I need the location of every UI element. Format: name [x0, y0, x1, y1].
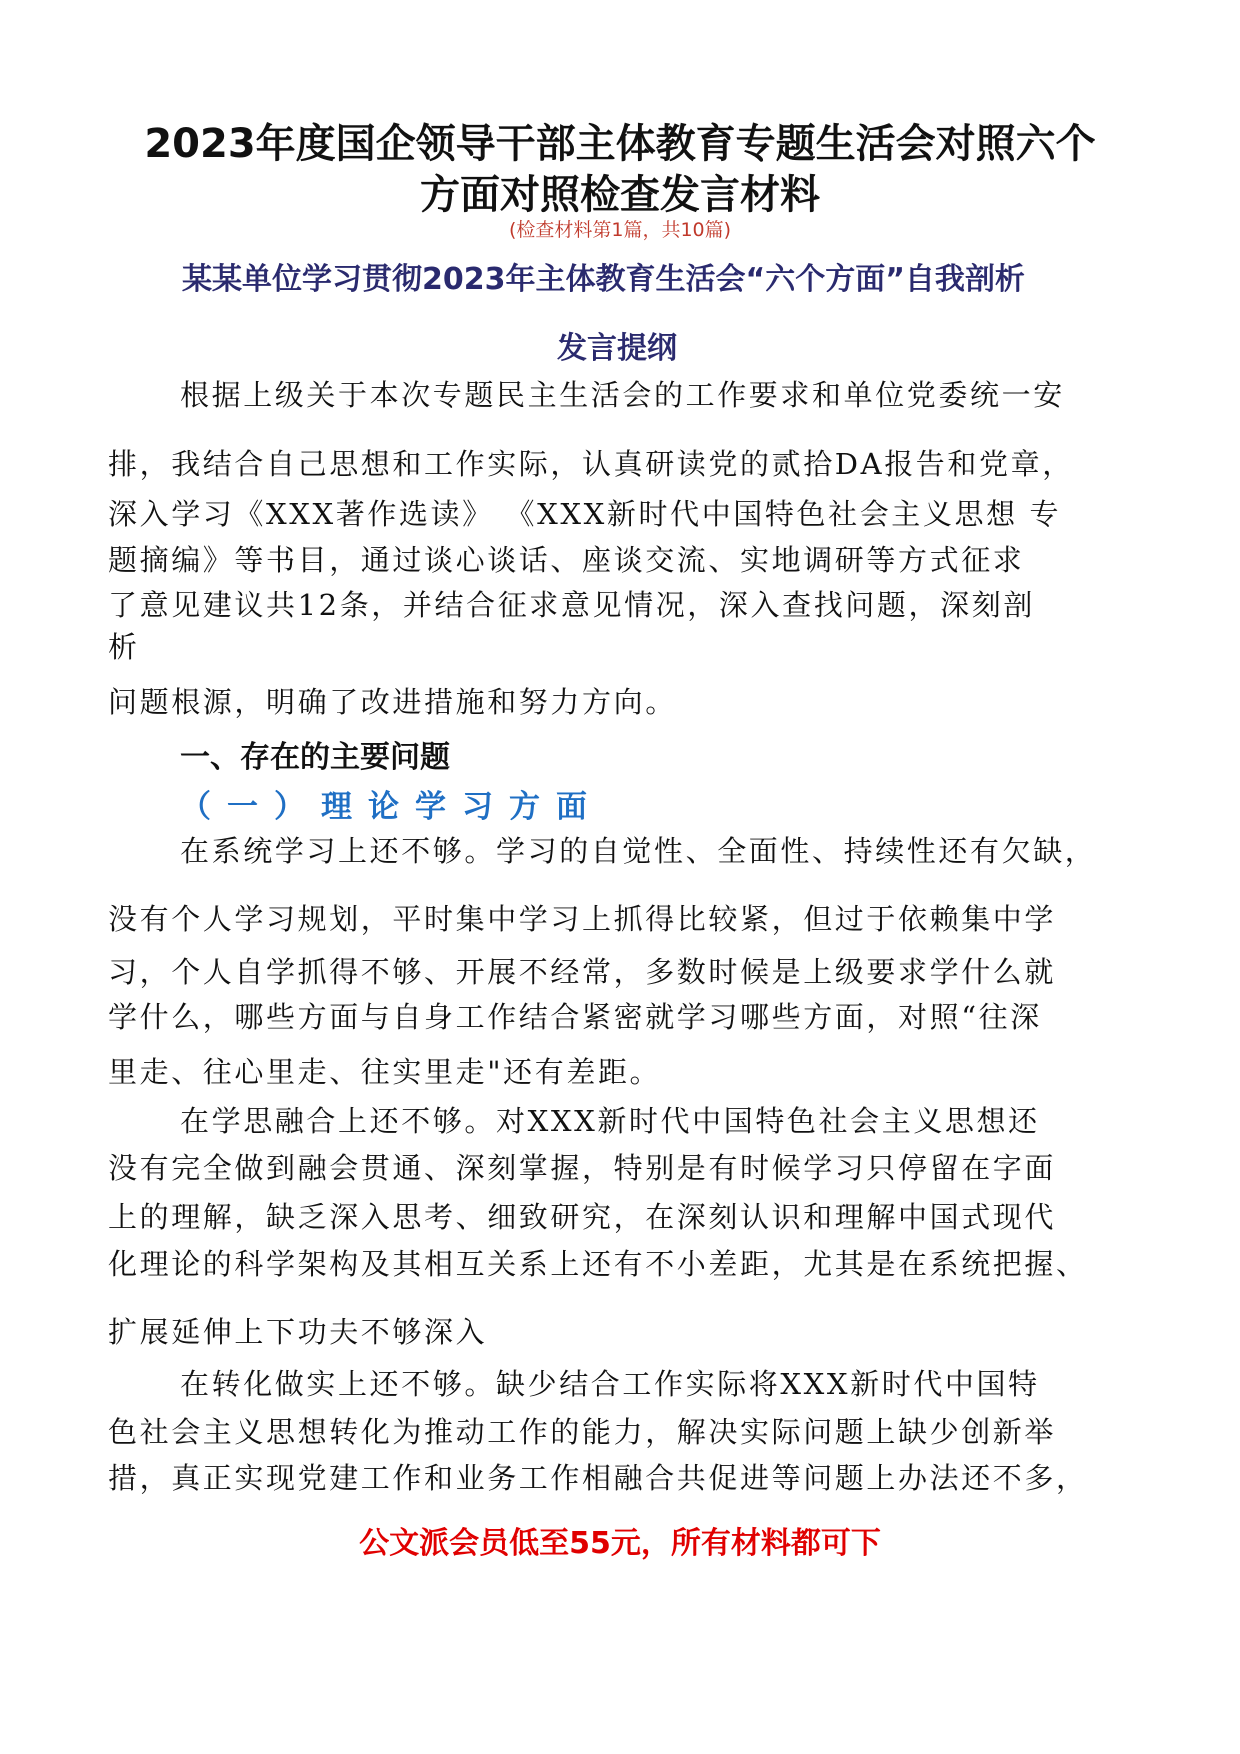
intro-line: 了意见建议共12条，并结合征求意见情况，深入查找问题，深刻剖	[108, 588, 1035, 622]
intro-line: 题摘编》等书目，通过谈心谈话、座谈交流、实地调研等方式征求	[108, 543, 1025, 577]
intro-line: 析	[108, 630, 140, 664]
intro-line: 问题根源，明确了改进措施和努力方向。	[108, 685, 677, 719]
paragraph-line: 上的理解，缺乏深入思考、细致研究，在深刻认识和理解中国式现代	[108, 1200, 1057, 1234]
paragraph-line: 措，真正实现党建工作和业务工作相融合共促进等问题上办法还不多，	[108, 1461, 1088, 1495]
intro-line: 排，我结合自己思想和工作实际，认真研读党的贰拾DA报告和党章，	[108, 447, 1074, 481]
section-heading-main-problems: 一、存在的主要问题	[180, 740, 450, 775]
paragraph-line: 没有个人学习规划，平时集中学习上抓得比较紧，但过于依赖集中学	[108, 902, 1057, 936]
paragraph-line: 没有完全做到融会贯通、深刻掌握，特别是有时候学习只停留在字面	[108, 1151, 1057, 1185]
paragraph-line: 色社会主义思想转化为推动工作的能力，解决实际问题上缺少创新举	[108, 1415, 1057, 1449]
paragraph-line: 在学思融合上还不够。对XXX新时代中国特色社会主义思想还	[180, 1104, 1040, 1138]
intro-line: 深入学习《XXX著作选读》 《XXX新时代中国特色社会主义思想 专	[108, 497, 1062, 531]
paragraph-line: 里走、往心里走、往实里走"还有差距。	[108, 1055, 662, 1089]
subtitle-line-2: 发言提纲	[557, 331, 677, 366]
membership-promo-banner[interactable]: 公文派会员低至55元，所有材料都可下	[359, 1526, 881, 1561]
series-note: (检查材料第1篇，共10篇)	[508, 219, 732, 241]
paragraph-line: 学什么，哪些方面与自身工作结合紧密就学习哪些方面，对照“往深	[108, 1000, 1042, 1034]
paragraph-line: 扩展延伸上下功夫不够深入	[108, 1315, 488, 1349]
document-title-line-2: 方面对照检查发言材料	[420, 172, 820, 218]
document-title-line-1: 2023年度国企领导干部主体教育专题生活会对照六个	[144, 121, 1096, 167]
paragraph-line: 在转化做实上还不够。缺少结合工作实际将XXX新时代中国特	[180, 1367, 1040, 1401]
subsection-heading-theory-study: （一）理论学习方面	[180, 789, 603, 825]
subtitle-line-1: 某某单位学习贯彻2023年主体教育生活会“六个方面”自我剖析	[182, 262, 1025, 297]
paragraph-line: 化理论的科学架构及其相互关系上还有不小差距，尤其是在系统把握、	[108, 1247, 1088, 1281]
intro-line: 根据上级关于本次专题民主生活会的工作要求和单位党委统一安	[180, 378, 1065, 412]
paragraph-line: 习，个人自学抓得不够、开展不经常，多数时候是上级要求学什么就	[108, 955, 1057, 989]
paragraph-line: 在系统学习上还不够。学习的自觉性、全面性、持续性还有欠缺，	[180, 834, 1097, 868]
